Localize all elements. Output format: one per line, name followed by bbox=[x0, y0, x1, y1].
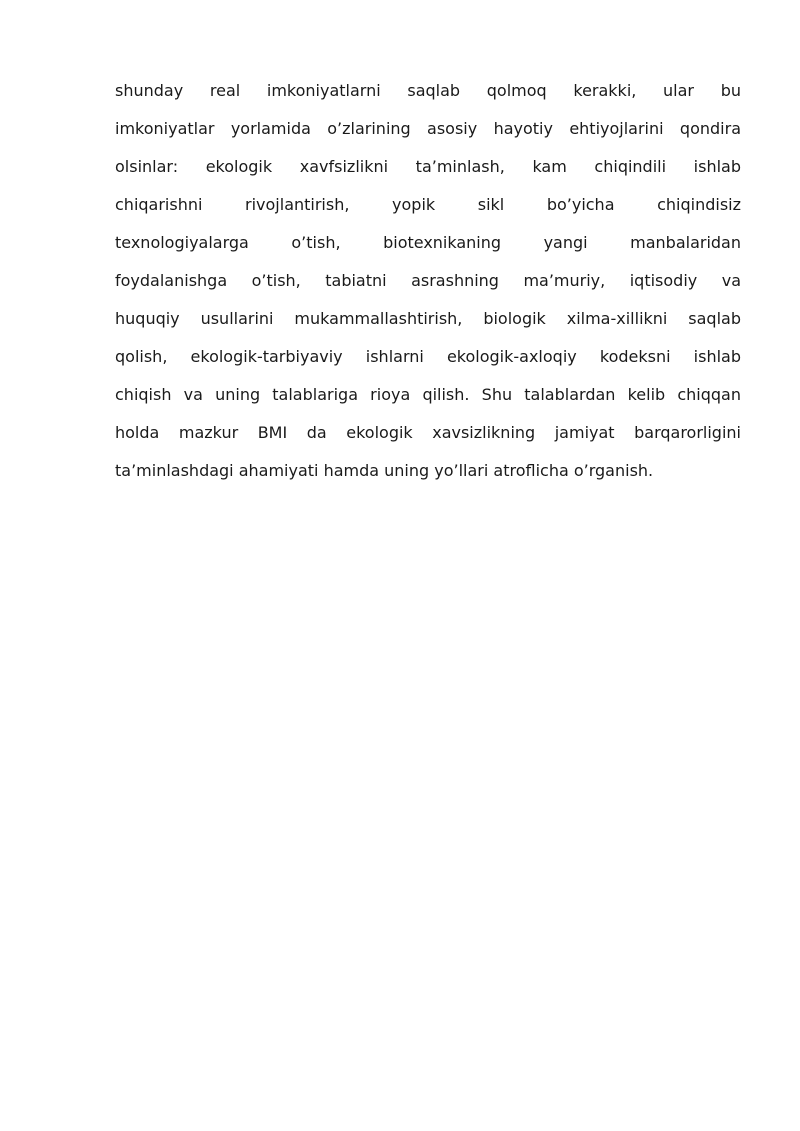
paragraph-line-last: ta’minlashdagi ahamiyati hamda uning yo’llari atroflicha o’rganish. bbox=[115, 461, 654, 480]
paragraph-line: chiqish va uning talablariga rioya qilish. Shu talablardan kelib chiqqan bbox=[115, 385, 741, 404]
paragraph-line: texnologiyalarga o’tish, biotexnikaning yangi manbalaridan bbox=[115, 233, 741, 252]
body-paragraph bbox=[115, 72, 741, 490]
paragraph-line: foydalanishga o’tish, tabiatni asrashning ma’muriy, iqtisodiy va bbox=[115, 271, 741, 290]
paragraph-line: olsinlar: ekologik xavfsizlikni ta’minlash, kam chiqindili ishlab bbox=[115, 157, 741, 176]
paragraph-line: imkoniyatlar yorlamida o’zlarining asosiy hayotiy ehtiyojlarini qondira bbox=[115, 119, 741, 138]
paragraph-line: shunday real imkoniyatlarni saqlab qolmoq kerakki, ular bu bbox=[115, 81, 741, 100]
paragraph-line: qolish, ekologik-tarbiyaviy ishlarni ekologik-axloqiy kodeksni ishlab bbox=[115, 347, 741, 366]
paragraph-line: holda mazkur BMI da ekologik xavsizlikning jamiyat barqarorligini bbox=[115, 423, 741, 442]
paragraph-line: huquqiy usullarini mukammallashtirish, biologik xilma-xillikni saqlab bbox=[115, 309, 741, 328]
paragraph-line: chiqarishni rivojlantirish, yopik sikl bo’yicha chiqindisiz bbox=[115, 195, 741, 214]
